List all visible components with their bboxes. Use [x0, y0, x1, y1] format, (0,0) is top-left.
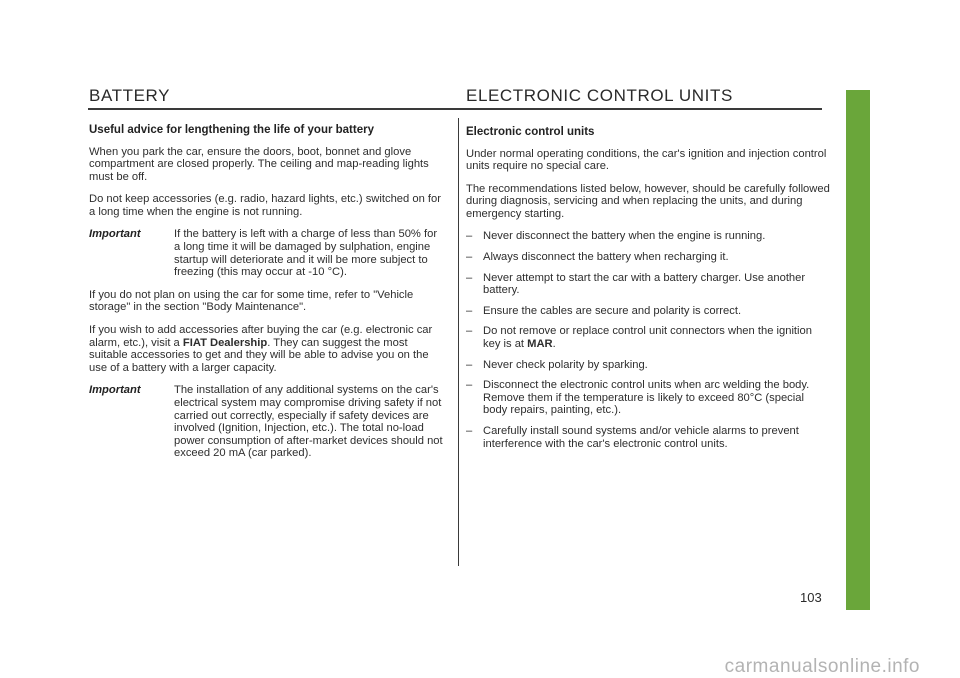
paragraph-accessories-off: Do not keep accessories (e.g. radio, hazard lights, etc.) switched on for a long time when the engine is not running.	[89, 193, 441, 218]
list-item-text: Disconnect the electronic control units when arc welding the body. Remove them if the temperature is likely to exceed 80°C (special body repairs, painting, etc.).	[483, 379, 810, 417]
paragraph-storage: If you do not plan on using the car for some time, refer to "Vehicle storage" in the section "Body Maintenance".	[89, 288, 414, 314]
important-label: Important	[89, 384, 141, 397]
list-item	[466, 379, 830, 417]
watermark	[0, 656, 960, 678]
list-item-text: Never check polarity by sparking.	[483, 358, 648, 371]
list-item	[466, 425, 830, 450]
section-tab	[846, 90, 870, 610]
dealership-text-end: . They can suggest the most suitable accessories to get and they will be able to advise you on the use of a battery with a larger capacity.	[89, 336, 429, 374]
dash-marker: –	[466, 304, 473, 317]
list-item-text: Never disconnect the battery when the engine is running.	[483, 230, 766, 243]
dash-marker: –	[466, 251, 473, 264]
list-item	[466, 359, 830, 372]
important-note-installation	[89, 384, 446, 460]
important-text: If the battery is left with a charge of less than 50% for a long time it will be damaged by sulphation, engine startup will deteriorate and it will be more subject to freezing (this may occur at -10 °C).	[174, 228, 438, 279]
battery-advice-heading: Useful advice for lengthening the life of your battery	[89, 124, 374, 136]
list-item	[466, 272, 830, 297]
paragraph-dealership	[89, 324, 446, 374]
column-divider	[458, 118, 459, 566]
left-column	[89, 124, 446, 470]
watermark-text: carmanualsonline.info	[724, 656, 920, 677]
paragraph-normal-operation: Under normal operating conditions, the car's ignition and injection control units require no special care.	[466, 147, 827, 173]
list-item-text: Never attempt to start the car with a battery charger. Use another battery.	[483, 271, 806, 297]
connector-text: Do not remove or replace control unit connectors when the ignition key is at	[483, 325, 812, 351]
header-rule	[88, 108, 822, 110]
dash-marker: –	[466, 230, 473, 243]
section-title-ecu: ELECTRONIC CONTROL UNITS	[466, 86, 733, 105]
section-title-battery: BATTERY	[89, 86, 171, 105]
list-item-text: Ensure the cables are secure and polarity is correct.	[483, 304, 742, 317]
dash-marker: –	[466, 271, 473, 284]
paragraph-recommendations: The recommendations listed below, however, should be carefully followed during diagnosis, servicing and when replacing the units, and during emergency starting.	[466, 182, 830, 220]
dealership-name: FIAT Dealership	[182, 336, 268, 349]
list-item-text: Always disconnect the battery when recharging it.	[483, 251, 729, 264]
right-column	[466, 126, 830, 458]
list-item	[466, 251, 830, 264]
important-label: Important	[89, 228, 141, 241]
period: .	[552, 338, 556, 351]
dash-marker: –	[466, 379, 473, 392]
list-item-text: Carefully install sound systems and/or vehicle alarms to prevent interference with the car's electronic control units.	[483, 425, 799, 450]
dash-marker: –	[466, 325, 473, 338]
ignition-position: MAR	[527, 338, 553, 351]
list-item-text	[483, 325, 830, 350]
important-text: The installation of any additional systems on the car's electrical system may compromise driving safety if not carried out correctly, especially if safety devices are involved (Ignition, Injection, etc.). The total no-load power consumption of after-market devices should not exceed 20 mA (car parked).	[174, 384, 443, 460]
dealership-text-start: If you wish to add accessories after buying the car (e.g. electronic car alarm, etc.), visit a	[89, 324, 433, 349]
important-note-charge	[89, 228, 446, 278]
list-item	[466, 305, 830, 318]
list-item	[466, 230, 830, 243]
page-number: 103	[800, 590, 822, 605]
paragraph-parking: When you park the car, ensure the doors, boot, bonnet and glove compartment are closed properly. The ceiling and map-reading lights must be off.	[89, 145, 429, 183]
dash-marker: –	[466, 425, 473, 437]
ecu-heading: Electronic control units	[466, 126, 595, 138]
recommendation-list	[466, 230, 830, 450]
list-item	[466, 325, 830, 350]
dash-marker: –	[466, 358, 473, 371]
